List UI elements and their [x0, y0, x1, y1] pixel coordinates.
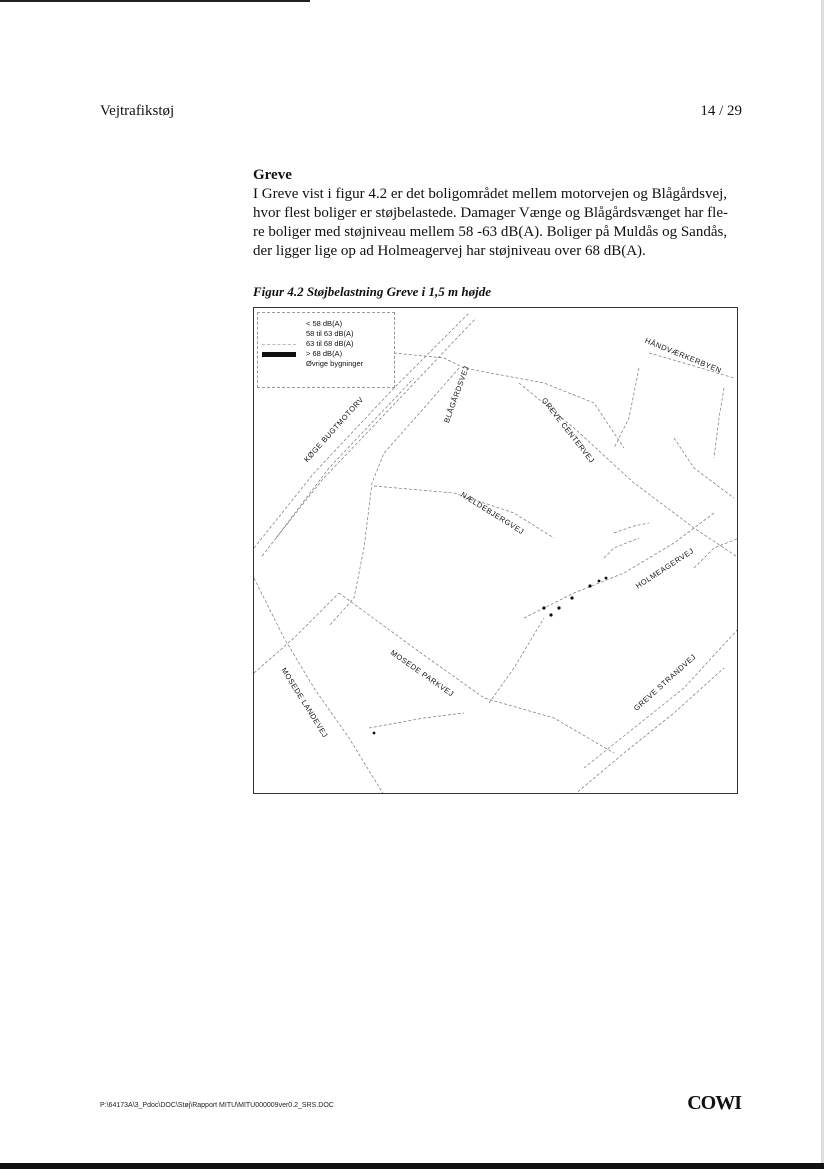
road-label-holmeagervej: HOLMEAGERVEJ: [634, 546, 696, 591]
legend-swatch: [262, 322, 296, 327]
paragraph-line: hvor flest boliger er støjbelastede. Damager Vænge og Blågårdsvænget har fle-: [253, 205, 728, 221]
high-noise-building: [598, 580, 601, 583]
noise-map: [253, 307, 738, 794]
high-noise-building: [588, 584, 591, 587]
legend-swatch: [262, 352, 296, 357]
holmeagervej-road: [524, 513, 714, 618]
paragraph-line: I Greve vist i figur 4.2 er det boligområdet mellem motorvejen og Blågårdsvej,: [253, 186, 728, 202]
figure-caption: Figur 4.2 Støjbelastning Greve i 1,5 m højde: [253, 284, 491, 299]
high-noise-building: [542, 606, 545, 609]
mosede-parkvej-road: [339, 593, 614, 753]
page-number: 14 / 29: [700, 103, 742, 119]
legend-swatch: [262, 332, 296, 337]
legend-label: 58 til 63 dB(A): [306, 329, 354, 338]
paragraph-line: der ligger lige op ad Holmeagervej har støjniveau over 68 dB(A).: [253, 243, 646, 259]
road-label-naeldebjergvej: NÆLDEBJERGVEJ: [459, 490, 526, 537]
paragraph-line: re boliger med støjniveau mellem 58 -63 dB(A). Boliger på Muldås og Sandås,: [253, 224, 728, 240]
legend-item: [262, 319, 342, 329]
handvaerkerbyen-road-edge: [714, 388, 724, 458]
legend-swatch: [262, 344, 296, 345]
high-noise-building: [605, 577, 608, 580]
high-noise-building: [549, 613, 552, 616]
company-logo: COWI: [687, 1092, 741, 1114]
local-street: [614, 523, 649, 533]
legend-label: 63 til 68 dB(A): [306, 339, 354, 348]
blagardsvej-road: [394, 353, 624, 448]
scan-edge-top: [0, 0, 310, 2]
section-paragraph: [253, 185, 739, 261]
mosede-landevej-road-edge: [369, 713, 464, 728]
legend-item: [262, 349, 342, 359]
mosede-parkvej-road-edge: [489, 618, 544, 703]
legend-item: [262, 339, 354, 349]
high-noise-building: [570, 596, 573, 599]
handvaerkerbyen-road-edge: [674, 438, 734, 498]
road-label-greve-centervej: GREVE CENTERVEJ: [539, 396, 597, 465]
mosede-landevej-road: [254, 578, 384, 794]
map-legend: [257, 312, 395, 388]
high-noise-building: [373, 732, 376, 735]
scan-edge-bottom: [0, 1163, 824, 1169]
road-label-motorvej: KØGE BUGTMOTORV: [302, 395, 366, 465]
motorway-road-edge: [276, 378, 414, 538]
road-label-mosede-parkvej: MOSEDE PARKVEJ: [388, 648, 456, 699]
high-noise-building: [557, 606, 560, 609]
greve-strandvej-road-edge: [574, 668, 724, 794]
legend-item: [262, 359, 363, 369]
high-noise-building-markers: [373, 577, 608, 735]
road-label-handvaerkerbyen: HÅNDVÆRKERBYEN: [643, 336, 724, 376]
legend-label: > 68 dB(A): [306, 349, 343, 358]
road-label-greve-strandvej: GREVE STRANDVEJ: [632, 652, 698, 713]
greve-strandvej-road: [584, 628, 738, 768]
legend-item: [262, 329, 354, 339]
legend-label: < 58 dB(A): [306, 319, 343, 328]
section-heading: Greve: [253, 167, 292, 183]
road-label-blagardsvej: BLÅGÅRDSVEJ: [442, 364, 472, 425]
holmeagervej-road-edge: [604, 538, 639, 558]
handvaerkerbyen-road-edge: [614, 368, 639, 448]
legend-swatch: [262, 362, 296, 367]
road-label-mosede-landevej: MOSEDE LANDEVEJ: [279, 666, 330, 740]
footer-file-path: P:\64173A\3_Pdoc\DOC\Støj\Rapport MITU\MITU000009ver0.2_SRS.DOC: [100, 1102, 334, 1109]
mosede-landevej-road-edge: [254, 593, 339, 673]
running-header-title: Vejtrafikstøj: [100, 103, 175, 119]
legend-label: Øvrige bygninger: [306, 359, 364, 368]
